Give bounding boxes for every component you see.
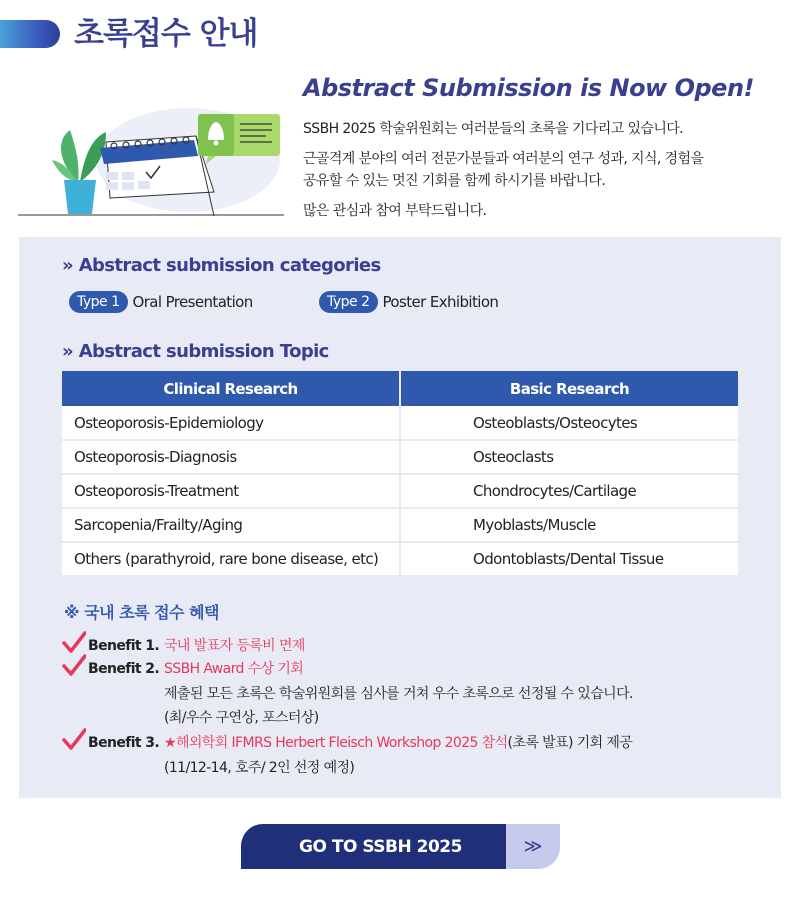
benefit-label: Benefit 2.: [88, 661, 160, 677]
checkmark-icon: [62, 654, 86, 678]
benefit-label: Benefit 3.: [88, 735, 160, 751]
table-row: [62, 508, 738, 542]
type-badge: Type 2: [319, 291, 378, 313]
category-item-type-1: [69, 290, 253, 314]
column-header-clinical: Clinical Research: [62, 371, 400, 406]
intro-section: [303, 70, 783, 222]
benefit-1: [62, 635, 762, 657]
table-row: [62, 406, 738, 440]
checkmark-icon: [62, 631, 86, 655]
calendar-notification-illustration: [18, 82, 284, 216]
submission-info-panel: [19, 237, 781, 798]
type-label: Poster Exhibition: [382, 293, 499, 311]
table-cell: Osteoclasts: [400, 440, 738, 474]
benefit-3-detail: (11/12-14, 호주/ 2인 선정 예정): [164, 760, 355, 776]
table-row: [62, 440, 738, 474]
benefit-2: [62, 658, 762, 680]
intro-paragraph-1: SSBH 2025 학술위원회는 여러분들의 초록을 기다리고 있습니다.: [303, 121, 684, 137]
page-title: 초록접수 안내: [74, 16, 258, 52]
table-cell: Sarcopenia/Frailty/Aging: [62, 508, 400, 542]
table-row: [62, 542, 738, 576]
benefit-text-rest: (초록 발표) 기회 제공: [507, 735, 633, 751]
table-cell: Osteoporosis-Epidemiology: [62, 406, 400, 440]
type-badge: Type 1: [69, 291, 128, 313]
plant-icon: [52, 130, 106, 214]
benefit-text: SSBH Award 수상 기회: [164, 661, 304, 677]
table-cell: Myoblasts/Muscle: [400, 508, 738, 542]
go-button-label[interactable]: GO TO SSBH 2025: [241, 824, 506, 869]
intro-title: Abstract Submission is Now Open!: [303, 74, 754, 102]
category-item-type-2: [319, 290, 498, 314]
table-header-row: [62, 371, 738, 406]
column-header-basic: Basic Research: [400, 371, 738, 406]
table-cell: Osteoblasts/Osteocytes: [400, 406, 738, 440]
table-cell: Others (parathyroid, rare bone disease, etc): [62, 542, 400, 576]
intro-paragraph-3: 많은 관심과 참여 부탁드립니다.: [303, 203, 487, 219]
topic-table: [62, 371, 738, 577]
table-cell: Odontoblasts/Dental Tissue: [400, 542, 738, 576]
benefit-2-detail: 제출된 모든 초록은 학술위원회를 심사를 거쳐 우수 초록으로 선정될 수 있습니다.: [164, 686, 633, 702]
benefit-3: [62, 732, 762, 754]
intro-paragraph-2-line-1: 근골격계 분야의 여러 전문가분들과 여러분의 연구 성과, 지식, 경험을: [303, 151, 704, 167]
benefit-text: 국내 발표자 등록비 면제: [164, 638, 305, 654]
categories-title: » Abstract submission categories: [62, 255, 381, 276]
topics-title: » Abstract submission Topic: [62, 341, 329, 362]
table-cell: Osteoporosis-Treatment: [62, 474, 400, 508]
benefit-text: [164, 732, 632, 754]
intro-paragraph-2-line-2: 공유할 수 있는 멋진 기회를 함께 하시기를 바랍니다.: [303, 173, 606, 189]
benefit-label: Benefit 1.: [88, 638, 160, 654]
intro-paragraph-2: [303, 148, 783, 192]
checkmark-icon: [62, 728, 86, 752]
go-to-ssbh-button[interactable]: [241, 824, 560, 869]
benefit-2-awards: (최/우수 구연상, 포스터상): [164, 710, 319, 726]
table-cell: Chondrocytes/Cartilage: [400, 474, 738, 508]
header-accent-bar: [0, 20, 60, 48]
category-list: [69, 290, 769, 314]
page-header: [0, 14, 800, 54]
benefits-title: ※ 국내 초록 접수 혜택: [64, 603, 219, 622]
table-row: [62, 474, 738, 508]
benefit-text-highlight: ★해외학회 IFMRS Herbert Fleisch Workshop 2025 참석: [164, 735, 508, 751]
double-chevron-right-icon[interactable]: ≫: [506, 824, 560, 869]
table-cell: Osteoporosis-Diagnosis: [62, 440, 400, 474]
type-label: Oral Presentation: [132, 293, 253, 311]
